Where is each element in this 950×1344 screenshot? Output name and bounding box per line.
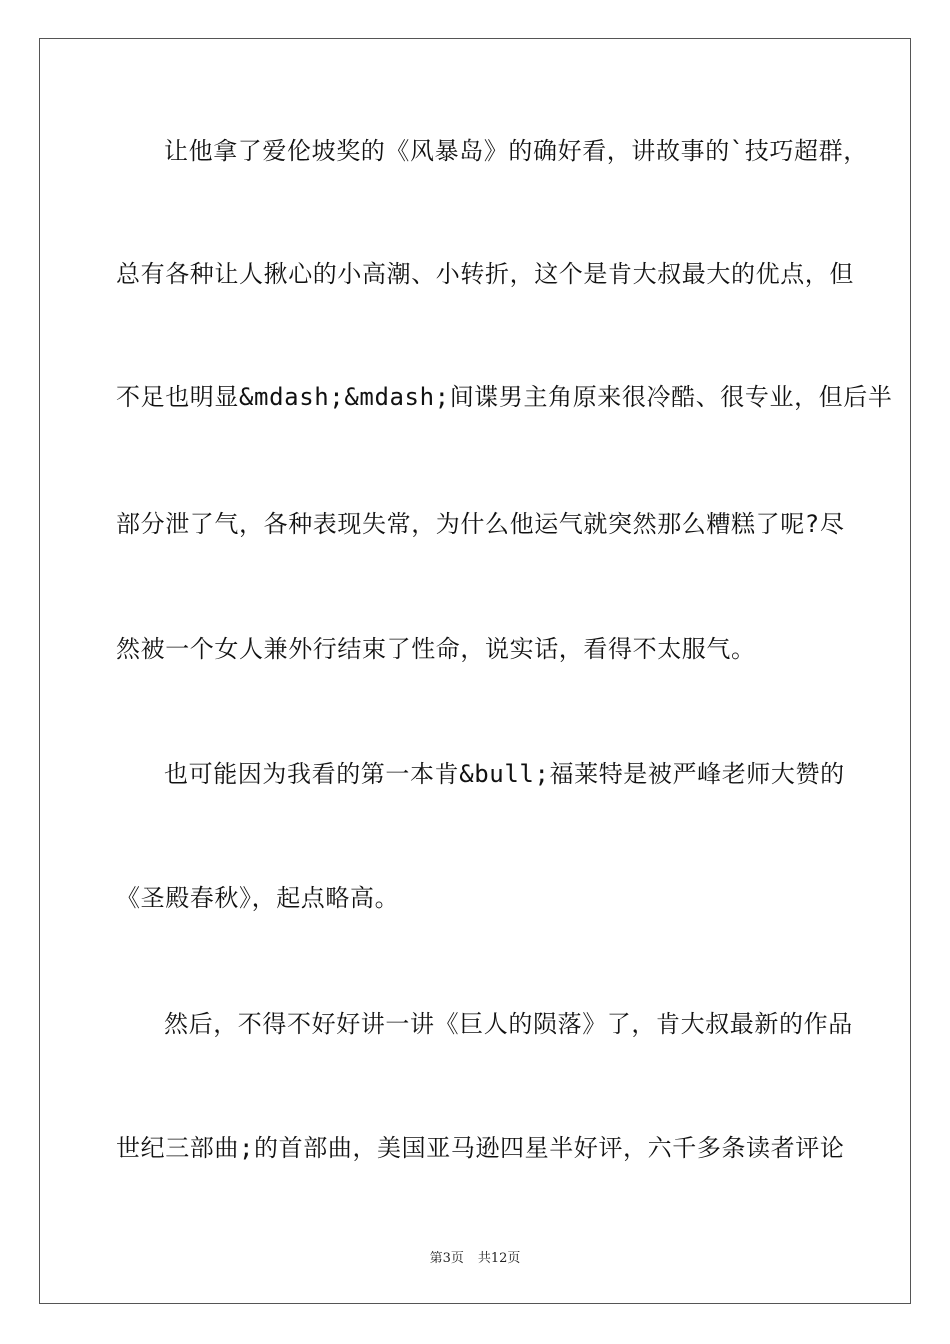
text-line-1: 让他拿了爱伦坡奖的《风暴岛》的确好看，讲故事的`技巧超群， [164,137,868,165]
text-line-2: 总有各种让人揪心的小高潮、小转折，这个是肯大叔最大的优点，但 [116,260,854,288]
total-pages: 共12页 [477,1251,521,1266]
page-number: 第3页 [429,1251,464,1266]
text-line-5: 然被一个女人兼外行结束了性命，说实话，看得不太服气。 [116,635,756,663]
text-line-7: 《圣殿春秋》，起点略高。 [116,884,400,912]
text-line-9: 世纪三部曲;的首部曲，美国亚马逊四星半好评，六千多条读者评论 [116,1134,845,1162]
text-line-6: 也可能因为我看的第一本肯&bull;福莱特是被严峰老师大赞的 [164,760,845,788]
text-line-3: 不足也明显&mdash;&mdash;间谍男主角原来很冷酷、很专业，但后半 [116,383,893,411]
page-frame [39,38,911,1304]
page-footer [0,1247,950,1266]
text-line-4: 部分泄了气，各种表现失常，为什么他运气就突然那么糟糕了呢?尽 [116,510,845,538]
text-line-8: 然后，不得不好好讲一讲《巨人的陨落》了，肯大叔最新的作品 [164,1010,853,1038]
